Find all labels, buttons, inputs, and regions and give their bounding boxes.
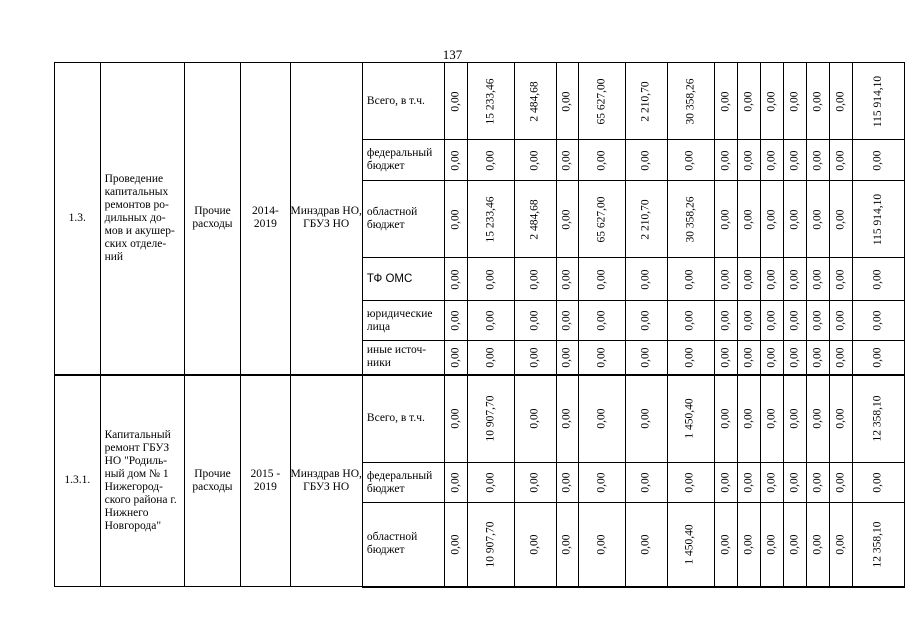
value-cell xyxy=(783,503,806,587)
value-cell xyxy=(444,341,468,375)
value-cell xyxy=(468,375,515,463)
value-cell xyxy=(515,140,556,181)
value-cell xyxy=(515,503,556,587)
value-text: 0,00 xyxy=(742,310,755,331)
value-text: 0,00 xyxy=(742,208,755,230)
value-cell xyxy=(468,301,515,341)
value-text: 0,00 xyxy=(484,310,497,331)
funding-source: федеральный бюджет xyxy=(362,463,444,503)
value-text: 0,00 xyxy=(765,534,778,555)
table-row xyxy=(55,375,905,463)
value-cell xyxy=(714,463,737,503)
value-cell xyxy=(626,463,667,503)
value-cell xyxy=(579,341,626,375)
value-text: 0,00 xyxy=(871,268,884,290)
value-text: 0,00 xyxy=(719,408,732,429)
value-text: 0,00 xyxy=(788,310,801,331)
value-cell xyxy=(468,258,515,301)
value-cell xyxy=(579,463,626,503)
value-text: 0,00 xyxy=(529,268,541,290)
value-cell xyxy=(468,463,515,503)
value-text: 0,00 xyxy=(529,534,541,555)
value-cell xyxy=(737,301,760,341)
value-text: 0,00 xyxy=(449,268,462,290)
value-cell xyxy=(783,301,806,341)
value-text: 0,00 xyxy=(529,310,541,331)
value-text: 0,00 xyxy=(765,347,778,368)
value-text: 115 914,10 xyxy=(871,193,884,245)
value-cell xyxy=(667,140,714,181)
value-cell xyxy=(667,463,714,503)
expense-type: Прочие расходы xyxy=(184,375,241,587)
value-text: 0,00 xyxy=(811,408,824,429)
value-text: 65 627,00 xyxy=(595,196,608,242)
value-cell xyxy=(783,258,806,301)
value-cell xyxy=(783,181,806,258)
value-cell xyxy=(626,341,667,375)
value-cell xyxy=(468,503,515,587)
value-text: 0,00 xyxy=(765,208,778,230)
funding-source: областной бюджет xyxy=(362,503,444,587)
value-cell xyxy=(667,181,714,258)
value-text: 0,00 xyxy=(811,310,824,331)
value-text: 2 484,68 xyxy=(529,80,541,122)
value-cell xyxy=(626,375,667,463)
value-text: 0,00 xyxy=(719,534,732,555)
value-text: 0,00 xyxy=(595,268,608,290)
value-text: 0,00 xyxy=(449,534,462,555)
value-text: 0,00 xyxy=(529,347,541,368)
value-text: 15 233,46 xyxy=(484,78,497,124)
value-cell xyxy=(667,63,714,140)
period: 2014-2019 xyxy=(241,63,290,375)
value-text: 0,00 xyxy=(788,90,801,112)
value-text: 2 484,68 xyxy=(529,198,541,240)
value-cell xyxy=(760,181,783,258)
value-cell xyxy=(515,63,556,140)
value-text: 0,00 xyxy=(484,149,497,171)
value-cell xyxy=(579,258,626,301)
value-text: 0,00 xyxy=(639,472,652,493)
value-cell xyxy=(806,503,829,587)
value-cell xyxy=(760,341,783,375)
value-cell xyxy=(444,301,468,341)
value-text: 0,00 xyxy=(834,472,847,493)
value-cell xyxy=(852,503,904,587)
value-cell xyxy=(783,375,806,463)
value-cell xyxy=(760,503,783,587)
value-cell xyxy=(444,463,468,503)
value-cell xyxy=(667,341,714,375)
value-cell xyxy=(829,301,852,341)
value-cell xyxy=(737,181,760,258)
value-text: 0,00 xyxy=(788,208,801,230)
funding-source: Всего, в т.ч. xyxy=(362,375,444,463)
value-cell xyxy=(737,503,760,587)
value-cell xyxy=(579,181,626,258)
value-text: 0,00 xyxy=(742,268,755,290)
value-text: 0,00 xyxy=(765,310,778,331)
value-text: 0,00 xyxy=(449,347,462,368)
value-text: 0,00 xyxy=(742,472,755,493)
value-text: 0,00 xyxy=(834,208,847,230)
value-text: 0,00 xyxy=(834,408,847,429)
table-row xyxy=(55,63,905,140)
value-cell xyxy=(515,375,556,463)
value-text: 0,00 xyxy=(449,90,462,112)
value-text: 0,00 xyxy=(788,268,801,290)
value-text: 0,00 xyxy=(765,472,778,493)
value-cell xyxy=(829,341,852,375)
value-cell xyxy=(556,258,579,301)
funding-source: иные источ-ники xyxy=(362,341,444,375)
value-text: 30 358,26 xyxy=(684,196,697,242)
value-cell xyxy=(444,140,468,181)
table-body xyxy=(55,63,905,587)
value-cell xyxy=(829,63,852,140)
value-cell xyxy=(626,181,667,258)
value-cell xyxy=(737,140,760,181)
value-text: 0,00 xyxy=(719,90,732,112)
value-cell xyxy=(556,301,579,341)
value-cell xyxy=(515,463,556,503)
value-cell xyxy=(806,258,829,301)
value-text: 0,00 xyxy=(595,310,608,331)
value-text: 0,00 xyxy=(871,149,884,171)
value-text: 0,00 xyxy=(684,149,697,171)
value-cell xyxy=(515,258,556,301)
value-cell xyxy=(806,341,829,375)
executor: Минздрав НО, ГБУЗ НО xyxy=(290,375,362,587)
value-cell xyxy=(829,503,852,587)
value-cell xyxy=(468,341,515,375)
value-cell xyxy=(783,63,806,140)
value-cell xyxy=(579,301,626,341)
value-text: 0,00 xyxy=(560,208,573,230)
value-cell xyxy=(515,301,556,341)
value-cell xyxy=(829,375,852,463)
value-text: 0,00 xyxy=(639,534,652,555)
value-text: 0,00 xyxy=(560,534,573,555)
value-text: 10 907,70 xyxy=(484,395,497,442)
value-text: 0,00 xyxy=(684,472,697,493)
value-text: 0,00 xyxy=(788,347,801,368)
value-text: 115 914,10 xyxy=(871,75,884,127)
value-cell xyxy=(737,341,760,375)
value-text: 0,00 xyxy=(639,268,652,290)
value-text: 0,00 xyxy=(811,208,824,230)
value-cell xyxy=(714,258,737,301)
value-text: 0,00 xyxy=(871,347,884,368)
value-text: 0,00 xyxy=(560,472,573,493)
value-cell xyxy=(444,258,468,301)
value-text: 0,00 xyxy=(560,149,573,171)
value-text: 0,00 xyxy=(719,268,732,290)
value-cell xyxy=(468,63,515,140)
value-cell xyxy=(783,140,806,181)
value-cell xyxy=(667,503,714,587)
value-cell xyxy=(714,301,737,341)
value-cell xyxy=(714,181,737,258)
value-text: 0,00 xyxy=(595,472,608,493)
value-text: 2 210,70 xyxy=(639,198,652,240)
value-text: 0,00 xyxy=(484,268,497,290)
value-cell xyxy=(806,301,829,341)
value-cell xyxy=(737,258,760,301)
value-cell xyxy=(444,503,468,587)
value-text: 0,00 xyxy=(529,472,541,493)
value-cell xyxy=(626,503,667,587)
value-text: 0,00 xyxy=(719,472,732,493)
value-cell xyxy=(852,140,904,181)
value-text: 0,00 xyxy=(811,149,824,171)
value-text: 0,00 xyxy=(595,149,608,171)
value-cell xyxy=(829,258,852,301)
value-cell xyxy=(760,63,783,140)
budget-table xyxy=(54,62,905,588)
value-text: 0,00 xyxy=(871,472,884,493)
value-cell xyxy=(829,463,852,503)
value-cell xyxy=(626,63,667,140)
value-text: 0,00 xyxy=(684,347,697,368)
value-cell xyxy=(556,503,579,587)
value-cell xyxy=(556,341,579,375)
value-cell xyxy=(852,301,904,341)
value-cell xyxy=(626,301,667,341)
value-text: 0,00 xyxy=(560,90,573,112)
value-text: 0,00 xyxy=(788,534,801,555)
funding-source: Всего, в т.ч. xyxy=(362,63,444,140)
value-cell xyxy=(515,341,556,375)
value-text: 0,00 xyxy=(742,347,755,368)
value-text: 0,00 xyxy=(788,408,801,429)
value-text: 0,00 xyxy=(742,90,755,112)
value-cell xyxy=(444,375,468,463)
value-text: 0,00 xyxy=(449,208,462,230)
value-text: 0,00 xyxy=(742,534,755,555)
value-text: 1 450,40 xyxy=(684,524,697,565)
value-text: 0,00 xyxy=(639,408,652,429)
value-cell xyxy=(829,140,852,181)
value-cell xyxy=(714,140,737,181)
value-cell xyxy=(579,140,626,181)
value-text: 15 233,46 xyxy=(484,196,497,242)
value-text: 10 907,70 xyxy=(484,521,497,568)
value-text: 0,00 xyxy=(765,408,778,429)
value-text: 0,00 xyxy=(449,472,462,493)
value-cell xyxy=(667,258,714,301)
value-cell xyxy=(806,140,829,181)
value-cell xyxy=(556,140,579,181)
value-text: 0,00 xyxy=(560,268,573,290)
value-text: 0,00 xyxy=(560,310,573,331)
value-text: 0,00 xyxy=(834,90,847,112)
value-text: 0,00 xyxy=(639,347,652,368)
value-cell xyxy=(852,63,904,140)
value-text: 0,00 xyxy=(834,310,847,331)
value-cell xyxy=(556,181,579,258)
value-cell xyxy=(626,140,667,181)
value-text: 0,00 xyxy=(765,149,778,171)
value-text: 0,00 xyxy=(560,408,573,429)
value-cell xyxy=(556,463,579,503)
funding-source: областной бюджет xyxy=(362,181,444,258)
value-text: 0,00 xyxy=(719,208,732,230)
value-cell xyxy=(829,181,852,258)
value-cell xyxy=(714,375,737,463)
value-text: 0,00 xyxy=(834,268,847,290)
value-text: 0,00 xyxy=(595,534,608,555)
value-cell xyxy=(852,375,904,463)
value-text: 1 450,40 xyxy=(684,398,697,439)
value-text: 0,00 xyxy=(595,408,608,429)
value-cell xyxy=(806,375,829,463)
value-text: 0,00 xyxy=(719,149,732,171)
value-cell xyxy=(444,63,468,140)
value-text: 0,00 xyxy=(719,310,732,331)
value-text: 0,00 xyxy=(765,268,778,290)
value-cell xyxy=(806,463,829,503)
value-cell xyxy=(783,463,806,503)
value-cell xyxy=(760,375,783,463)
value-text: 30 358,26 xyxy=(684,78,697,124)
value-cell xyxy=(444,181,468,258)
value-cell xyxy=(626,258,667,301)
item-name: Проведение капитальных ремонтов ро-дильных до-мов и акушер-ских отделе-ний xyxy=(100,63,184,375)
value-text: 0,00 xyxy=(811,347,824,368)
value-text: 2 210,70 xyxy=(639,80,652,122)
value-text: 0,00 xyxy=(834,534,847,555)
expense-type: Прочие расходы xyxy=(184,63,241,375)
value-text: 0,00 xyxy=(595,347,608,368)
value-text: 0,00 xyxy=(834,149,847,171)
value-cell xyxy=(556,63,579,140)
value-text: 0,00 xyxy=(811,472,824,493)
value-cell xyxy=(737,463,760,503)
value-cell xyxy=(714,341,737,375)
value-cell xyxy=(852,181,904,258)
value-cell xyxy=(468,140,515,181)
value-text: 0,00 xyxy=(719,347,732,368)
value-cell xyxy=(579,63,626,140)
value-cell xyxy=(783,341,806,375)
value-text: 0,00 xyxy=(484,347,497,368)
value-cell xyxy=(714,503,737,587)
value-text: 0,00 xyxy=(811,268,824,290)
funding-source: юридические лица xyxy=(362,301,444,341)
value-cell xyxy=(714,63,737,140)
value-cell xyxy=(852,463,904,503)
funding-source: федеральный бюджет xyxy=(362,140,444,181)
value-text: 0,00 xyxy=(765,90,778,112)
value-cell xyxy=(667,375,714,463)
value-text: 0,00 xyxy=(742,149,755,171)
funding-source: ТФ ОМС xyxy=(362,258,444,301)
value-cell xyxy=(760,140,783,181)
value-cell xyxy=(579,375,626,463)
value-cell xyxy=(515,181,556,258)
value-text: 0,00 xyxy=(529,408,541,429)
item-code: 1.3. xyxy=(55,63,101,375)
value-text: 0,00 xyxy=(529,149,541,171)
value-cell xyxy=(852,258,904,301)
value-cell xyxy=(579,503,626,587)
value-text: 0,00 xyxy=(684,310,697,331)
value-text: 0,00 xyxy=(811,90,824,112)
value-text: 0,00 xyxy=(560,347,573,368)
value-text: 0,00 xyxy=(484,472,497,493)
value-text: 0,00 xyxy=(684,268,697,290)
value-text: 0,00 xyxy=(639,149,652,171)
page-number: 137 xyxy=(442,47,463,62)
value-text: 12 358,10 xyxy=(871,395,884,442)
value-cell xyxy=(806,181,829,258)
value-text: 0,00 xyxy=(449,149,462,171)
value-cell xyxy=(667,301,714,341)
executor: Минздрав НО, ГБУЗ НО xyxy=(290,63,362,375)
value-cell xyxy=(737,63,760,140)
value-cell xyxy=(760,258,783,301)
value-cell xyxy=(760,301,783,341)
value-text: 0,00 xyxy=(834,347,847,368)
value-text: 0,00 xyxy=(788,149,801,171)
value-text: 12 358,10 xyxy=(871,521,884,568)
value-cell xyxy=(737,375,760,463)
value-cell xyxy=(556,375,579,463)
value-cell xyxy=(468,181,515,258)
value-cell xyxy=(806,63,829,140)
value-text: 0,00 xyxy=(639,310,652,331)
value-text: 0,00 xyxy=(788,472,801,493)
value-text: 0,00 xyxy=(449,408,462,429)
value-text: 0,00 xyxy=(871,310,884,331)
item-code: 1.3.1. xyxy=(55,375,101,587)
period: 2015 - 2019 xyxy=(241,375,290,587)
value-text: 0,00 xyxy=(742,408,755,429)
item-name: Капитальный ремонт ГБУЗ НО "Родиль-ный дом № 1 Нижегород-ского района г. Нижнего Новгорода" xyxy=(100,375,184,587)
value-text: 0,00 xyxy=(449,310,462,331)
value-cell xyxy=(852,341,904,375)
value-text: 65 627,00 xyxy=(595,78,608,124)
value-cell xyxy=(760,463,783,503)
value-text: 0,00 xyxy=(811,534,824,555)
